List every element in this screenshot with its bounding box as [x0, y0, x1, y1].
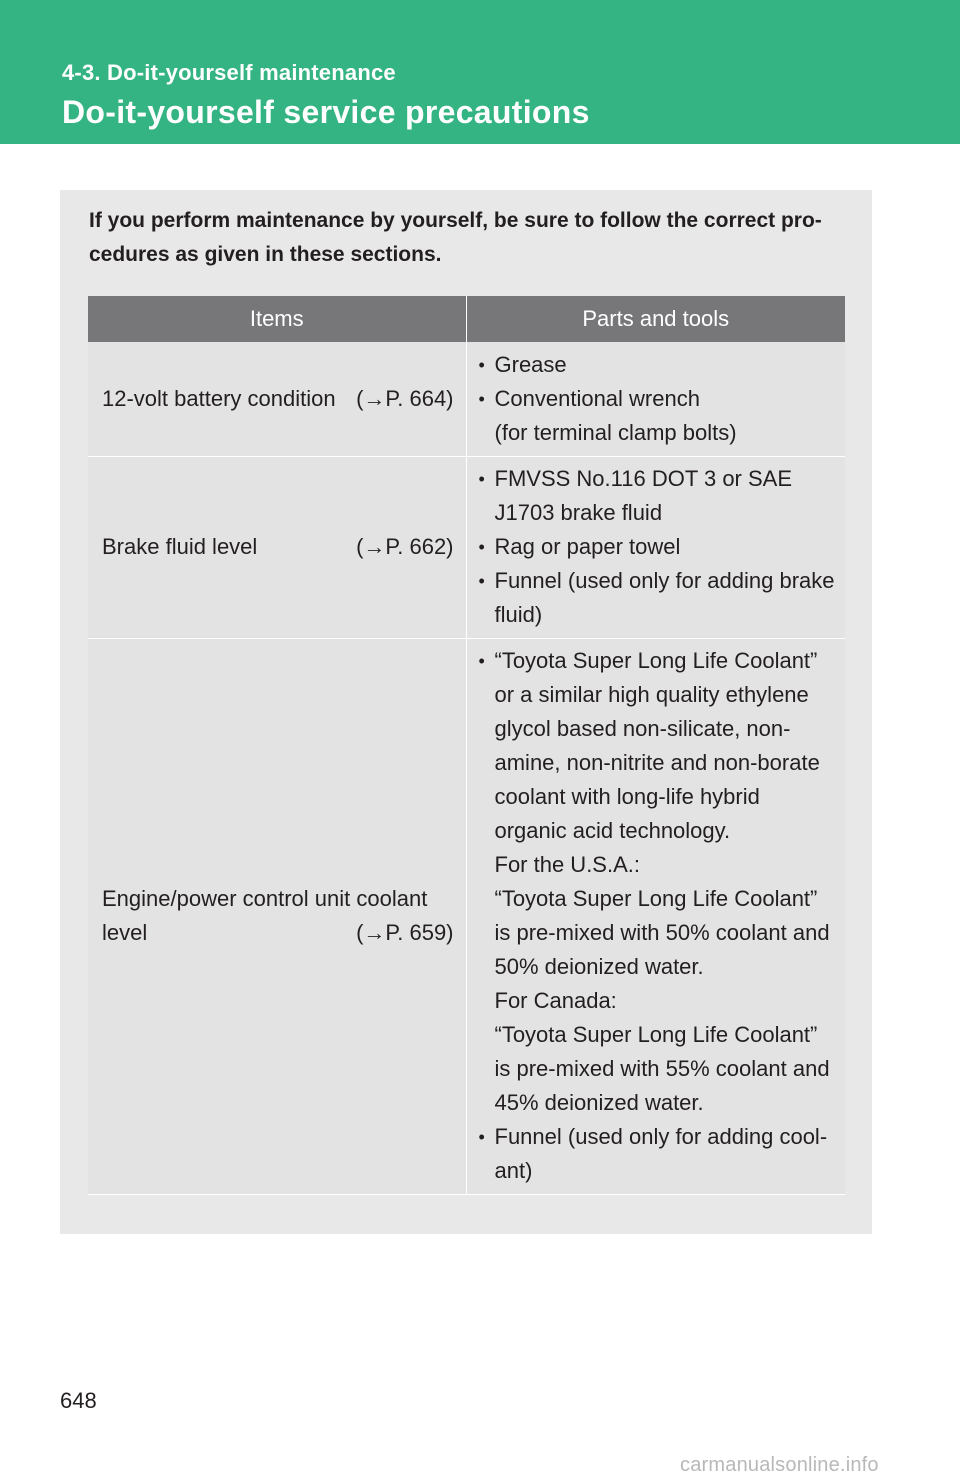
tool-line: or a similar high quality ethylene [494, 682, 809, 707]
tool-line: ant) [494, 1158, 533, 1183]
item-name: level [102, 920, 148, 945]
tool-line: For the U.S.A.: [494, 852, 640, 877]
tool-line: 50% deionized water. [494, 954, 704, 979]
maintenance-table [88, 296, 845, 1195]
tools-list [479, 644, 840, 1188]
item-cell [88, 456, 466, 638]
tool-line: amine, non-nitrite and non-borate [494, 750, 820, 775]
watermark: carmanualsonline.info [680, 1454, 879, 1476]
table-row-brake-fluid [88, 456, 845, 638]
tool-line: glycol based non-silicate, non- [494, 716, 791, 741]
item-cell [88, 638, 466, 1194]
tool-line: • Funnel (used only for adding cool- [494, 1124, 828, 1149]
tools-cell [466, 342, 845, 456]
tool-line: For Canada: [494, 988, 617, 1013]
tools-cell [466, 638, 845, 1194]
tool-line: • FMVSS No.116 DOT 3 or SAE [494, 466, 793, 491]
column-header-items: Items [88, 296, 466, 342]
tool-line: “Toyota Super Long Life Coolant” [494, 1022, 818, 1047]
list-item [479, 530, 840, 564]
page-number: 648 [60, 1388, 97, 1413]
tool-line: • Rag or paper towel [494, 534, 681, 559]
page-reference[interactable]: (→P. 664) [356, 385, 454, 411]
tool-line: organic acid technology. [494, 818, 731, 843]
tools-cell [466, 456, 845, 638]
tool-line: • “Toyota Super Long Life Coolant” [494, 648, 818, 673]
item-cell [88, 342, 466, 456]
tools-list [479, 462, 840, 632]
tool-line: is pre-mixed with 55% coolant and [494, 1056, 830, 1081]
item-name: Brake fluid level [102, 534, 258, 559]
tools-list [479, 348, 840, 450]
page-reference[interactable]: (→P. 662) [356, 534, 454, 559]
item-name: Engine/power control unit coolant [102, 886, 428, 911]
tool-line: (for terminal clamp bolts) [494, 419, 737, 445]
list-item [479, 462, 840, 530]
list-item [479, 644, 840, 1120]
tool-line: • Funnel (used only for adding brake [494, 568, 835, 593]
column-header-parts-and-tools: Parts and tools [466, 296, 845, 342]
section-label: 4-3. Do-it-yourself maintenance [62, 60, 396, 85]
list-item [479, 382, 840, 450]
table-row-coolant [88, 638, 845, 1194]
list-item [479, 564, 840, 632]
tool-line: • Grease [494, 351, 567, 377]
intro-text: If you perform maintenance by yourself, be sure to follow the correct pro-cedures as given in these sections. [89, 209, 822, 266]
page-title: Do-it-yourself service precautions [62, 94, 590, 130]
tool-line: J1703 brake fluid [494, 500, 663, 525]
table-row-battery [88, 342, 845, 456]
tool-line: coolant with long-life hybrid [494, 784, 760, 809]
tool-line: “Toyota Super Long Life Coolant” [494, 886, 818, 911]
tool-line: 45% deionized water. [494, 1090, 704, 1115]
tool-line: is pre-mixed with 50% coolant and [494, 920, 830, 945]
tool-line: fluid) [494, 602, 543, 627]
page-reference[interactable]: (→P. 659) [356, 920, 454, 945]
table-header-row [88, 296, 845, 342]
tool-line: • Conventional wrench [494, 385, 700, 411]
item-name: 12-volt battery condition [102, 385, 336, 411]
list-item [479, 348, 840, 382]
list-item [479, 1120, 840, 1188]
